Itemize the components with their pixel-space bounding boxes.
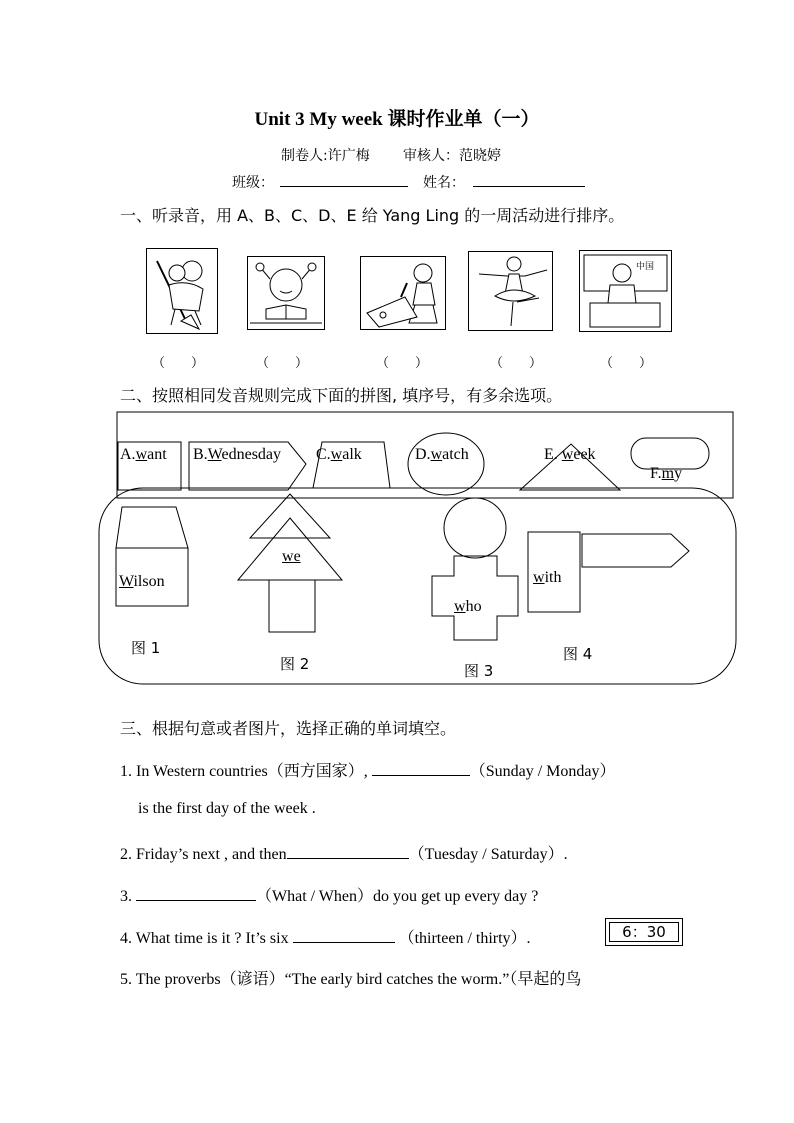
clock-time: 6：30 (609, 922, 679, 942)
answer-paren-2[interactable]: （ ） (256, 356, 309, 371)
board-text: 中国 (636, 261, 655, 271)
answer-paren-5[interactable]: （ ） (600, 356, 653, 371)
answer-paren-1[interactable]: （ ） (152, 356, 205, 371)
question-3: 3. （What / When）do you get up every day ? (120, 888, 539, 905)
puzzle2-word: we (282, 548, 301, 565)
question-2: 2. Friday’s next , and then （Tuesday / Saturday）. (120, 846, 568, 863)
option-f[interactable]: F.my (650, 465, 683, 482)
answer-paren-3[interactable]: （ ） (376, 356, 429, 371)
section2-instruction: 二、按照相同发音规则完成下面的拼图, 填序号，有多余选项。 (120, 386, 563, 405)
puzzle1-label: 图 1 (131, 639, 161, 657)
answer-paren-4[interactable]: （ ） (490, 356, 543, 371)
answer-blank-3[interactable] (136, 900, 256, 901)
author-label: 制卷人:许广梅 (281, 148, 370, 164)
clock-box (605, 918, 683, 946)
name-label: 姓名： (423, 175, 465, 191)
class-field[interactable] (280, 186, 408, 187)
reviewer-label: 审核人：范晓婷 (403, 148, 501, 164)
puzzle2-label: 图 2 (280, 655, 310, 673)
dancing-girl-picture (468, 251, 553, 331)
name-field[interactable] (473, 186, 585, 187)
puzzle3-word: who (454, 598, 482, 615)
section3-instruction: 三、根据句意或者图片，选择正确的单词填空。 (120, 719, 457, 738)
option-e[interactable]: E. week (544, 446, 596, 463)
option-a[interactable]: A.want (120, 446, 167, 463)
puzzle1-word: Wilson (119, 573, 165, 590)
question-1: 1. In Western countries（西方国家）, （Sunday / Monday） (120, 763, 616, 780)
class-label: 班级： (232, 175, 274, 191)
answer-blank-2[interactable] (287, 858, 409, 859)
option-c[interactable]: C.walk (316, 446, 362, 463)
puzzle4-word: with (533, 569, 562, 586)
option-d[interactable]: D.watch (415, 446, 469, 463)
reading-girl-picture (247, 256, 325, 330)
puzzle3-label: 图 3 (464, 662, 494, 680)
teacher-picture (579, 250, 672, 332)
answer-blank-1[interactable] (372, 775, 470, 776)
puzzle-frame (99, 488, 736, 684)
puzzle4-label: 图 4 (563, 645, 593, 663)
answer-blank-4[interactable] (293, 942, 395, 943)
section1-instruction: 一、听录音，用 A、B、C、D、E 给 Yang Ling 的一周活动进行排序。 (120, 206, 625, 225)
question-5: 5. The proverbs（谚语）“The early bird catches the worm.”（早起的鸟 (120, 971, 582, 988)
question-4: 4. What time is it ? It’s six （thirteen / thirty）. (120, 930, 531, 947)
drawing-girl-picture (360, 256, 446, 330)
sweeping-girl-picture (146, 248, 218, 334)
shape-d-ellipse (408, 433, 484, 495)
page-title: Unit 3 My week 课时作业单（一） (254, 109, 540, 130)
puzzle-diagram (0, 400, 794, 700)
option-b[interactable]: B.Wednesday (193, 446, 282, 463)
question-1-cont: is the first day of the week . (138, 800, 316, 817)
